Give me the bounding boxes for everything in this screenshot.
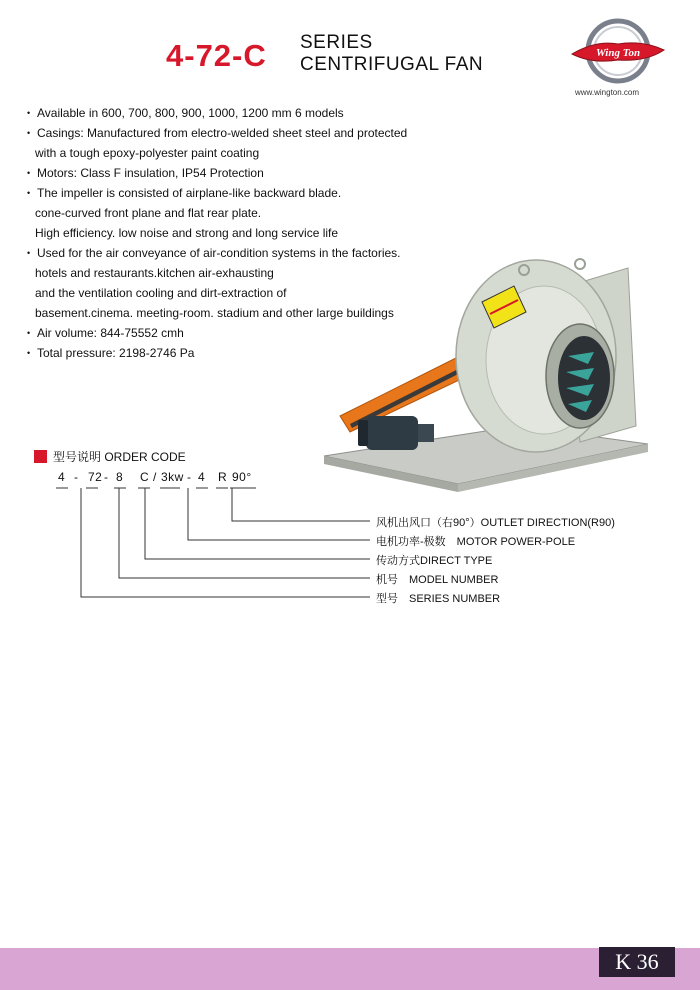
footer-band: [0, 948, 700, 990]
code-outlet-angle: 90°: [232, 470, 252, 484]
series-line-1: SERIES: [300, 32, 373, 53]
feature-item: • Total pressure: 2198-2746 Pa: [26, 343, 466, 363]
feature-item-continued: and the ventilation cooling and dirt-extraction of: [35, 286, 287, 300]
feature-item: • Motors: Class F insulation, IP54 Protection: [26, 163, 466, 183]
feature-item: • The impeller is consisted of airplane-like backward blade.: [26, 183, 466, 203]
desc-outlet-direction: 风机出风口（右90°）OUTLET DIRECTION(R90): [376, 517, 615, 529]
code-slash: /: [153, 470, 157, 484]
model-title: 4-72-C: [166, 38, 267, 73]
desc-series-number: 型号 SERIES NUMBER: [376, 593, 501, 605]
page-number-badge: K 36: [599, 947, 675, 977]
code-series-4: 4: [58, 470, 66, 484]
series-line-2: CENTRIFUGAL FAN: [300, 54, 484, 75]
order-code-title: 型号说明 ORDER CODE: [53, 450, 186, 464]
code-motor-pole: 4: [198, 470, 206, 484]
centrifugal-fan-image: [318, 256, 654, 492]
logo-text: Wing Ton: [595, 47, 641, 59]
feature-item-continued: basement.cinema. meeting-room. stadium and other large buildings: [35, 306, 394, 320]
series-title: [300, 32, 483, 76]
code-motor-power: 3kw: [161, 470, 184, 484]
code-series-72: 72: [88, 470, 103, 484]
desc-motor-power-pole: 电机功率-极数 MOTOR POWER-POLE: [376, 536, 576, 548]
wington-logo: [566, 18, 670, 88]
feature-item-continued: with a tough epoxy-polyester paint coating: [35, 146, 260, 160]
feature-item-continued: High efficiency. low noise and strong and long service life: [35, 226, 339, 240]
code-direct-type: C: [140, 470, 150, 484]
feature-item: • Casings: Manufactured from electro-welded sheet steel and protected: [26, 123, 466, 143]
code-model-number: 8: [116, 470, 124, 484]
desc-model-number: 机号 MODEL NUMBER: [376, 574, 499, 586]
order-code-heading: [34, 448, 186, 465]
feature-item: • Air volume: 844-75552 cmh: [26, 323, 466, 343]
desc-direct-type: 传动方式DIRECT TYPE: [376, 555, 493, 567]
code-dash: -: [74, 470, 79, 484]
feature-item: • Used for the air conveyance of air-condition systems in the factories.: [26, 243, 466, 263]
red-square-marker: [34, 450, 47, 463]
feature-item: • Available in 600, 700, 800, 900, 1000, 1200 mm 6 models: [26, 103, 466, 123]
feature-item-continued: hotels and restaurants.kitchen air-exhausting: [35, 266, 274, 280]
code-dash: -: [104, 470, 109, 484]
feature-item-continued: cone-curved front plane and flat rear plate.: [35, 206, 262, 220]
code-outlet-side: R: [218, 470, 228, 484]
website-url[interactable]: www.wington.com: [575, 88, 640, 97]
code-dash: -: [187, 470, 192, 484]
